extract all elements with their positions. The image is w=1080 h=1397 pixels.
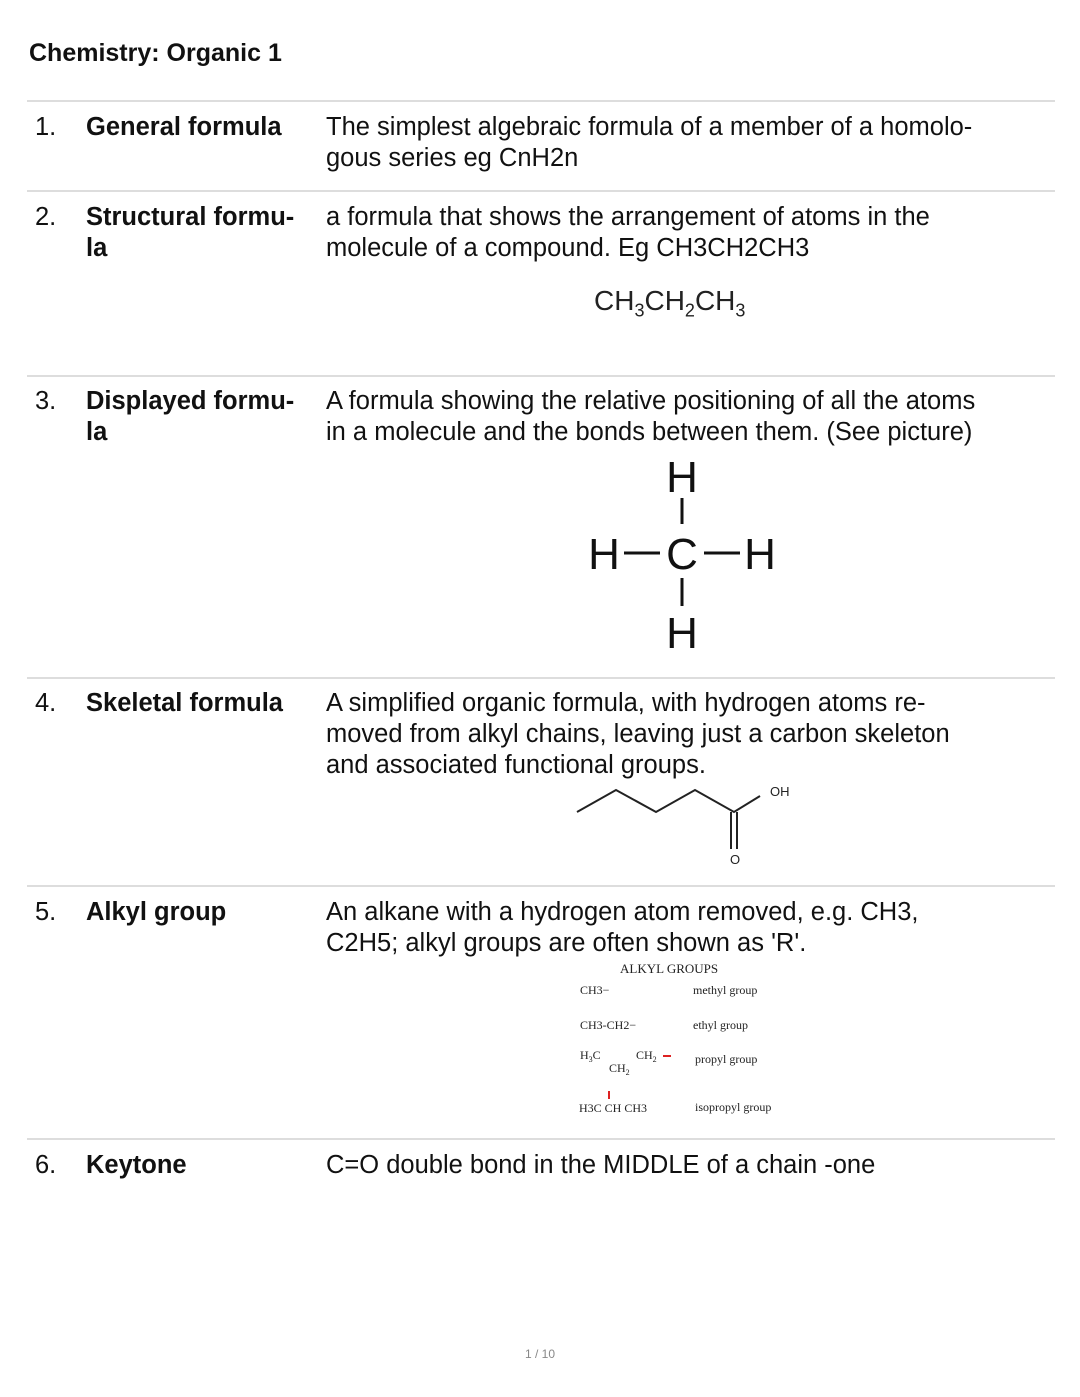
divider — [27, 100, 1055, 102]
page-number: 1 / 10 — [524, 1347, 556, 1361]
divider — [27, 190, 1055, 192]
atom-h-top: H — [666, 453, 698, 502]
definition-line: C2H5; alkyl groups are often shown as 'R'. — [326, 929, 807, 957]
oxygen-label: O — [730, 852, 741, 867]
definition-line: in a molecule and the bonds between them. (See picture) — [326, 418, 973, 446]
definition-line: A simplified organic formula, with hydrogen atoms re- — [326, 689, 926, 717]
term: Alkyl group — [86, 898, 227, 926]
carbon-chain — [577, 790, 760, 812]
term-line: la — [86, 234, 108, 262]
definition — [326, 112, 1046, 174]
isopropyl-name: isopropyl group — [695, 1100, 772, 1114]
page-title: Chemistry: Organic 1 — [29, 39, 282, 67]
definition-line: moved from alkyl chains, leaving just a carbon skeleton — [326, 720, 950, 748]
structural-formula: $CH_3CH_2CH_3$ — [594, 285, 746, 321]
row-number: 6. — [35, 1151, 57, 1179]
term: Skeletal formula — [86, 689, 283, 717]
methyl-formula: CH3− — [580, 983, 610, 997]
definition — [326, 1150, 1046, 1181]
hydroxyl-label: OH — [770, 784, 790, 799]
row-number: 2. — [35, 203, 57, 231]
atom-h-left: H — [588, 530, 620, 579]
atom-h-right: H — [744, 530, 776, 579]
row-number: 1. — [35, 113, 57, 141]
skeletal-formula-figure — [560, 775, 800, 875]
term — [86, 386, 311, 448]
propyl-formula: $H_3C$ — [580, 1048, 601, 1064]
methane-displayed-formula — [580, 452, 790, 657]
term: Keytone — [86, 1151, 187, 1179]
divider — [27, 375, 1055, 377]
definition-line: a formula that shows the arrangement of atoms in the — [326, 203, 930, 231]
definition — [326, 688, 1046, 781]
alkyl-groups-figure — [560, 955, 800, 1125]
propyl-formula-part: $CH_2$ — [636, 1048, 657, 1064]
definition-line: A formula showing the relative positioning of all the atoms — [326, 387, 976, 415]
definition — [326, 202, 1046, 264]
definition-line: C=O double bond in the MIDDLE of a chain -one — [326, 1151, 876, 1179]
propyl-name: propyl group — [695, 1052, 758, 1066]
term-line: Structural formu- — [86, 203, 295, 231]
row-number: 5. — [35, 898, 57, 926]
definition-line: An alkane with a hydrogen atom removed, e.g. CH3, — [326, 898, 919, 926]
term — [86, 202, 311, 264]
ethyl-formula: CH3-CH2− — [580, 1018, 637, 1032]
structural-formula-figure — [594, 285, 745, 322]
definition-line: The simplest algebraic formula of a member of a homolo- — [326, 113, 973, 141]
methyl-name: methyl group — [693, 983, 758, 997]
definition-line: and associated functional groups. — [326, 751, 706, 779]
term-line: Displayed formu- — [86, 387, 295, 415]
definition — [326, 386, 1046, 448]
isopropyl-formula: H3C CH CH3 — [579, 1101, 648, 1115]
term-line: la — [86, 418, 108, 446]
divider — [27, 885, 1055, 887]
row-number: 3. — [35, 387, 57, 415]
definition-line: gous series eg CnH2n — [326, 144, 579, 172]
propyl-formula-part: $CH_2$ — [609, 1061, 630, 1077]
alkyl-heading: ALKYL GROUPS — [620, 961, 719, 976]
divider — [27, 1138, 1055, 1140]
definition — [326, 897, 1046, 959]
ethyl-name: ethyl group — [693, 1018, 748, 1032]
atom-h-bottom: H — [666, 609, 698, 657]
atom-c: C — [666, 530, 698, 579]
row-number: 4. — [35, 689, 57, 717]
term: General formula — [86, 113, 282, 141]
definition-line: molecule of a compound. Eg CH3CH2CH3 — [326, 234, 810, 262]
divider — [27, 677, 1055, 679]
